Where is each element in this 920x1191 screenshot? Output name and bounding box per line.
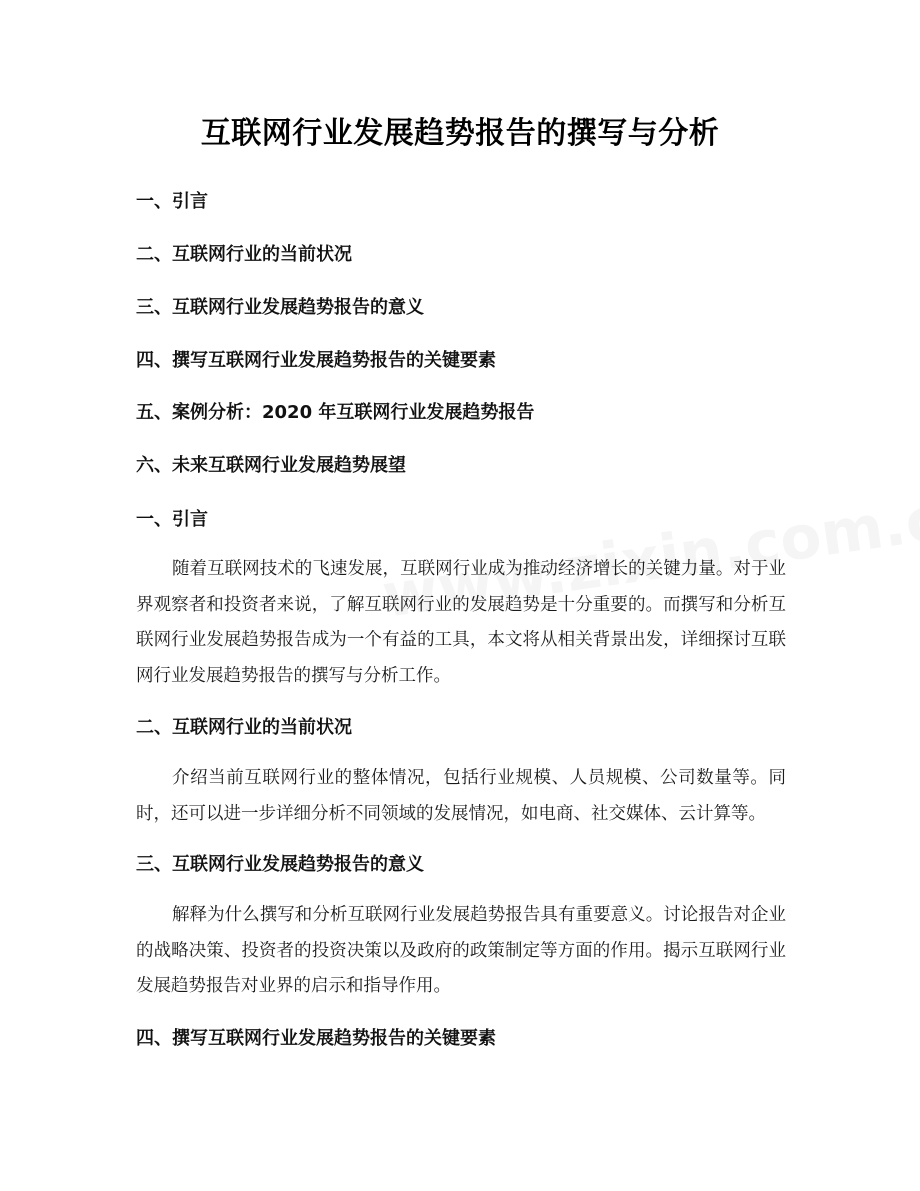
toc-item-3: 三、互联网行业发展趋势报告的意义 [136,297,424,318]
section-heading-4: 四、撰写互联网行业发展趋势报告的关键要素 [136,1028,496,1049]
section-body-2: 介绍当前互联网行业的整体情况，包括行业规模、人员规模、公司数量等。同时，还可以进一步详细分析不同领域的发展情况，如电商、社交媒体、云计算等。 [136,768,786,824]
section-heading-3: 三、互联网行业发展趋势报告的意义 [136,854,424,875]
section-body-1: 随着互联网技术的飞速发展，互联网行业成为推动经济增长的关键力量。对于业界观察者和投资者来说，了解互联网行业的发展趋势是十分重要的。而撰写和分析互联网行业发展趋势报告成为一个有益的工具，本文将从相关背景出发，详细探讨互联网行业发展趋势报告的撰写与分析工作。 [136,559,786,686]
toc-item-5: 五、案例分析：2020 年互联网行业发展趋势报告 [136,402,535,423]
toc-item-4: 四、撰写互联网行业发展趋势报告的关键要素 [136,350,496,371]
toc-item-2: 二、互联网行业的当前状况 [136,244,352,265]
section-body-3: 解释为什么撰写和分析互联网行业发展趋势报告具有重要意义。讨论报告对企业的战略决策、投资者的投资决策以及政府的政策制定等方面的作用。揭示互联网行业发展趋势报告对业界的启示和指导作用。 [136,905,786,996]
document-title: 互联网行业发展趋势报告的撰写与分析 [200,116,720,151]
section-heading-1: 一、引言 [136,509,208,530]
toc-item-6: 六、未来互联网行业发展趋势展望 [136,455,406,476]
toc-item-1: 一、引言 [136,191,208,212]
section-heading-2: 二、互联网行业的当前状况 [136,717,352,738]
